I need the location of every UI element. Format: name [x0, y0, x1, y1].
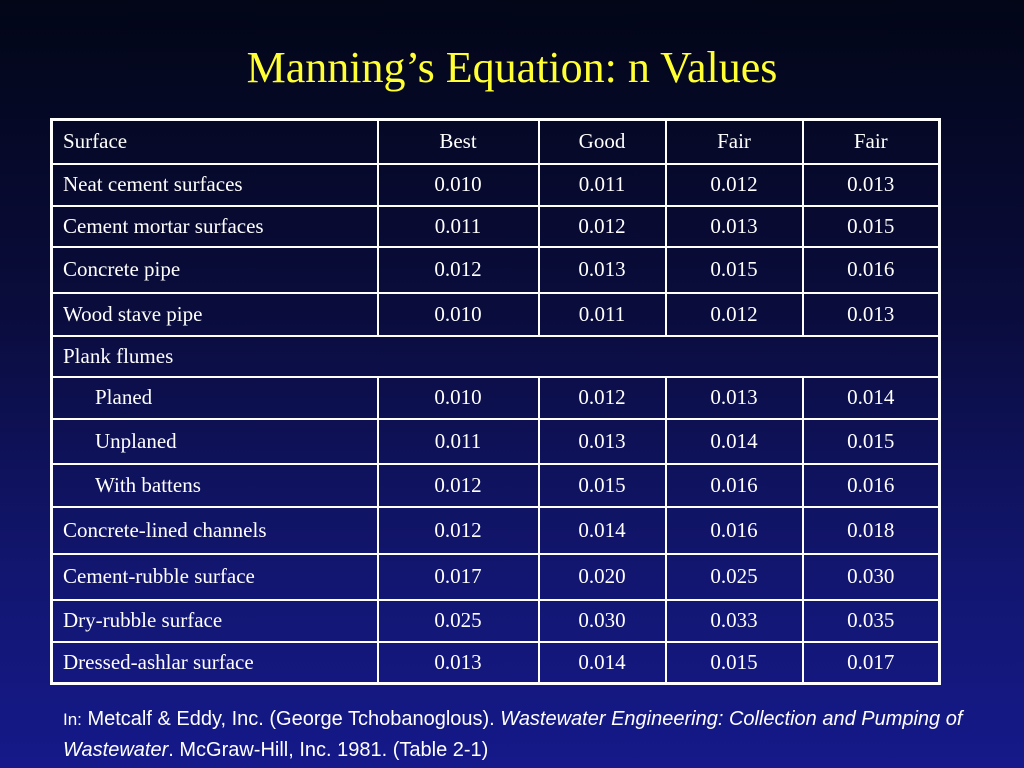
header-best: Best — [378, 120, 539, 164]
citation-publisher: . McGraw-Hill, Inc. 1981. (Table 2-1) — [168, 739, 489, 761]
value-cell: 0.014 — [666, 419, 803, 464]
table-row — [52, 247, 940, 293]
value-cell: 0.013 — [539, 247, 666, 293]
value-cell: 0.013 — [666, 377, 803, 419]
value-cell: 0.012 — [378, 507, 539, 554]
value-cell: 0.030 — [803, 554, 940, 600]
value-cell: 0.013 — [803, 164, 940, 206]
surface-cell: Concrete pipe — [52, 247, 378, 293]
table-row — [52, 554, 940, 600]
value-cell: 0.015 — [666, 642, 803, 684]
value-cell: 0.014 — [539, 642, 666, 684]
surface-cell: Cement mortar surfaces — [52, 206, 378, 247]
table-row — [52, 293, 940, 336]
surface-cell: Planed — [52, 377, 378, 419]
table-header-row — [52, 120, 940, 164]
surface-cell: Wood stave pipe — [52, 293, 378, 336]
table-row — [52, 164, 940, 206]
surface-cell: Neat cement surfaces — [52, 164, 378, 206]
table-row — [52, 600, 940, 642]
n-values-table — [50, 118, 941, 685]
surface-cell: Cement-rubble surface — [52, 554, 378, 600]
table-section-row — [52, 336, 940, 377]
value-cell: 0.017 — [378, 554, 539, 600]
source-citation — [63, 704, 963, 765]
value-cell: 0.012 — [666, 164, 803, 206]
value-cell: 0.011 — [539, 293, 666, 336]
value-cell: 0.018 — [803, 507, 940, 554]
surface-cell: Concrete-lined channels — [52, 507, 378, 554]
citation-title: Wastewater Engineering: Collection and Pumping of Wastewater — [63, 708, 963, 761]
value-cell: 0.033 — [666, 600, 803, 642]
value-cell: 0.020 — [539, 554, 666, 600]
header-fair-2: Fair — [803, 120, 940, 164]
table-row — [52, 507, 940, 554]
table-row — [52, 206, 940, 247]
surface-cell: With battens — [52, 464, 378, 507]
value-cell: 0.015 — [666, 247, 803, 293]
value-cell: 0.011 — [378, 206, 539, 247]
value-cell: 0.015 — [803, 206, 940, 247]
value-cell: 0.015 — [803, 419, 940, 464]
value-cell: 0.014 — [803, 377, 940, 419]
value-cell: 0.025 — [666, 554, 803, 600]
value-cell: 0.012 — [539, 377, 666, 419]
value-cell: 0.030 — [539, 600, 666, 642]
slide-title: Manning’s Equation: n Values — [246, 43, 778, 92]
table-row — [52, 377, 940, 419]
value-cell: 0.013 — [803, 293, 940, 336]
citation-prefix: In: — [63, 710, 82, 729]
value-cell: 0.011 — [378, 419, 539, 464]
table-row — [52, 642, 940, 684]
value-cell: 0.013 — [666, 206, 803, 247]
table-row — [52, 419, 940, 464]
value-cell: 0.025 — [378, 600, 539, 642]
value-cell: 0.014 — [539, 507, 666, 554]
value-cell: 0.012 — [378, 247, 539, 293]
header-fair: Fair — [666, 120, 803, 164]
value-cell: 0.010 — [378, 164, 539, 206]
value-cell: 0.013 — [378, 642, 539, 684]
value-cell: 0.017 — [803, 642, 940, 684]
surface-cell: Unplaned — [52, 419, 378, 464]
table-row — [52, 464, 940, 507]
value-cell: 0.012 — [539, 206, 666, 247]
surface-cell: Dressed-ashlar surface — [52, 642, 378, 684]
header-surface: Surface — [52, 120, 378, 164]
value-cell: 0.012 — [666, 293, 803, 336]
value-cell: 0.016 — [666, 464, 803, 507]
value-cell: 0.010 — [378, 377, 539, 419]
value-cell: 0.010 — [378, 293, 539, 336]
value-cell: 0.016 — [803, 247, 940, 293]
surface-cell: Dry-rubble surface — [52, 600, 378, 642]
header-good: Good — [539, 120, 666, 164]
value-cell: 0.016 — [803, 464, 940, 507]
value-cell: 0.011 — [539, 164, 666, 206]
section-label: Plank flumes — [52, 336, 940, 377]
value-cell: 0.012 — [378, 464, 539, 507]
value-cell: 0.013 — [539, 419, 666, 464]
value-cell: 0.016 — [666, 507, 803, 554]
value-cell: 0.015 — [539, 464, 666, 507]
value-cell: 0.035 — [803, 600, 940, 642]
citation-authors: Metcalf & Eddy, Inc. (George Tchobanoglous). — [87, 708, 495, 730]
